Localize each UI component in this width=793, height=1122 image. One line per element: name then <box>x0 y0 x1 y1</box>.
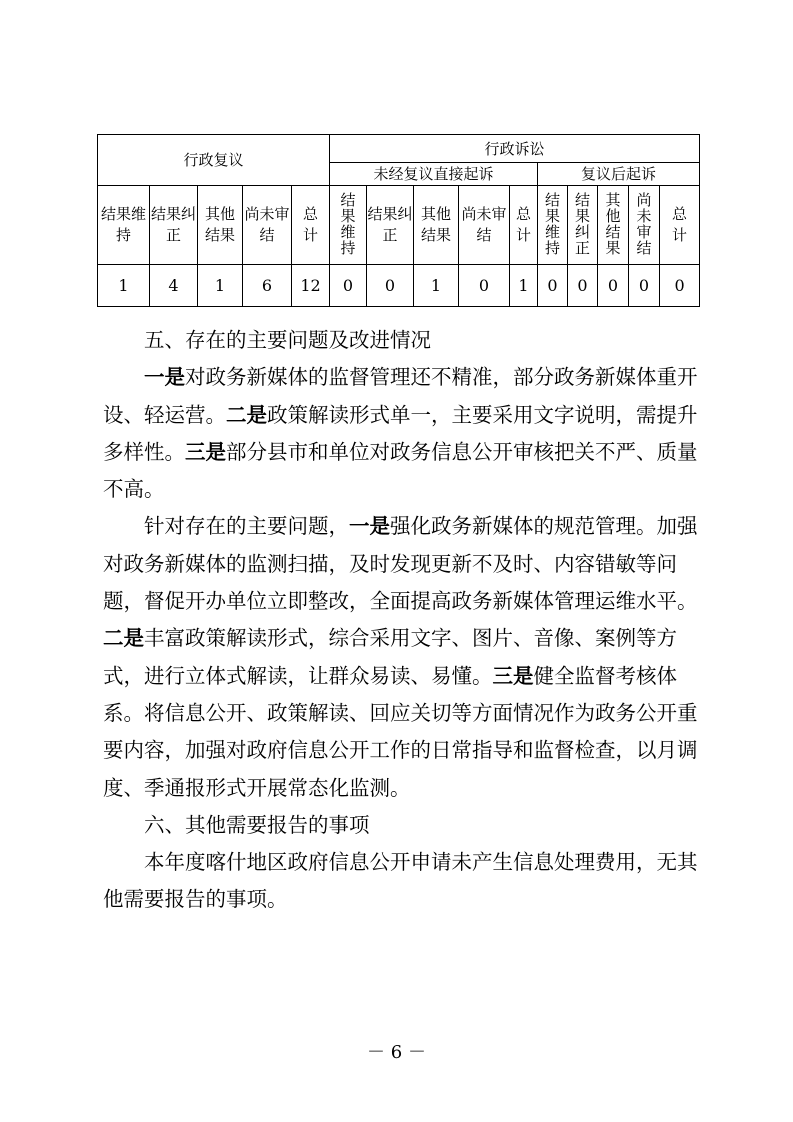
column-header-label: 总计 <box>303 205 319 244</box>
column-header <box>568 186 598 265</box>
paragraph-text: 强化政务新媒体的规范管理。加强对政务新媒体的监测扫描，及时发现更新不及时、内容错敏等问题，督促开办单位立即整改，全面提高政务新媒体管理运维水平。 <box>103 514 698 614</box>
column-header-label: 其他结果 <box>420 205 451 244</box>
report-body <box>103 322 700 919</box>
table-cell: 1 <box>98 265 150 307</box>
emphasis: 二是 <box>103 626 144 651</box>
section6-paragraph: 本年度喀什地区政府信息公开申请未产生信息处理费用，无其他需要报告的事项。 <box>103 850 698 912</box>
column-header-label: 结果维持 <box>100 205 146 244</box>
section6-heading: 六、其他需要报告的事项 <box>144 812 370 837</box>
column-header <box>510 186 538 265</box>
column-header <box>629 186 660 265</box>
table-cell: 6 <box>243 265 292 307</box>
table-cell: 0 <box>598 265 629 307</box>
table-cell: 4 <box>150 265 198 307</box>
statistics-table <box>97 134 700 307</box>
column-header <box>459 186 510 265</box>
emphasis: 一是 <box>144 365 185 390</box>
column-header <box>243 186 292 265</box>
table-cell: 12 <box>292 265 330 307</box>
section5-heading: 五、存在的主要问题及改进情况 <box>144 328 431 352</box>
column-header-label: 总计 <box>516 205 532 244</box>
table-cell: 0 <box>367 265 414 307</box>
section5-paragraph-problems <box>103 359 700 508</box>
paragraph-text: 针对存在的主要问题， <box>144 514 349 539</box>
direct-litigation-header: 未经复议直接起诉 <box>330 163 538 186</box>
column-header-label: 结果纠正 <box>367 205 413 244</box>
column-header <box>292 186 330 265</box>
column-header <box>150 186 198 265</box>
column-header <box>98 186 150 265</box>
column-header <box>538 186 568 265</box>
table-row <box>98 265 700 307</box>
column-header-label: 结果维持 <box>340 191 356 257</box>
paragraph-text: 丰富政策解读形式，综合采用文字、图片、音像、案例等方式，进行立体式解读，让群众易读、易懂。 <box>103 626 677 688</box>
column-header-label: 尚未审结 <box>244 205 290 244</box>
column-header <box>330 186 367 265</box>
column-header-label: 总计 <box>672 205 688 244</box>
emphasis: 三是 <box>492 663 534 688</box>
table-cell: 0 <box>538 265 568 307</box>
column-header-label: 尚未审结 <box>636 191 652 257</box>
table-cell: 0 <box>330 265 367 307</box>
table-cell: 0 <box>629 265 660 307</box>
column-header-label: 尚未审结 <box>461 205 507 244</box>
column-header-label: 结果纠正 <box>575 191 591 257</box>
table-cell: 0 <box>459 265 510 307</box>
after-review-litigation-header: 复议后起诉 <box>538 163 700 186</box>
table-cell: 1 <box>414 265 459 307</box>
section5-paragraph-improvements <box>103 508 700 806</box>
table-cell: 0 <box>660 265 700 307</box>
emphasis: 一是 <box>349 514 390 539</box>
column-header <box>198 186 243 265</box>
admin-litigation-header: 行政诉讼 <box>330 135 700 163</box>
column-header <box>598 186 629 265</box>
column-header <box>414 186 459 265</box>
column-header <box>367 186 414 265</box>
emphasis: 二是 <box>226 402 267 427</box>
column-header-label: 其他结果 <box>605 191 621 257</box>
table-cell: 1 <box>198 265 243 307</box>
admin-review-header: 行政复议 <box>98 135 330 186</box>
emphasis: 三是 <box>185 439 226 464</box>
paragraph-text: 部分县市和单位对政务信息公开审核把关不严、质量不高。 <box>103 439 698 502</box>
table-cell: 1 <box>510 265 538 307</box>
paragraph-text: 健全监督考核体系。将信息公开、政策解读、回应关切等方面情况作为政务公开重要内容，加强对政府信息公开工作的日常指导和监督检查，以月调度、季通报形式开展常态化监测。 <box>103 663 698 800</box>
paragraph-text: 对政务新媒体的监督管理还不精准，部分政务新媒体重开设、轻运营。 <box>103 365 698 427</box>
page-number: － 6 － <box>367 1042 426 1063</box>
paragraph-text: 政策解读形式单一，主要采用文字说明，需提升多样性。 <box>103 402 698 464</box>
column-header-label: 结果维持 <box>545 191 561 257</box>
column-header <box>660 186 700 265</box>
column-header-label: 结果纠正 <box>150 205 196 244</box>
column-header-label: 其他结果 <box>204 205 235 244</box>
table-cell: 0 <box>568 265 598 307</box>
